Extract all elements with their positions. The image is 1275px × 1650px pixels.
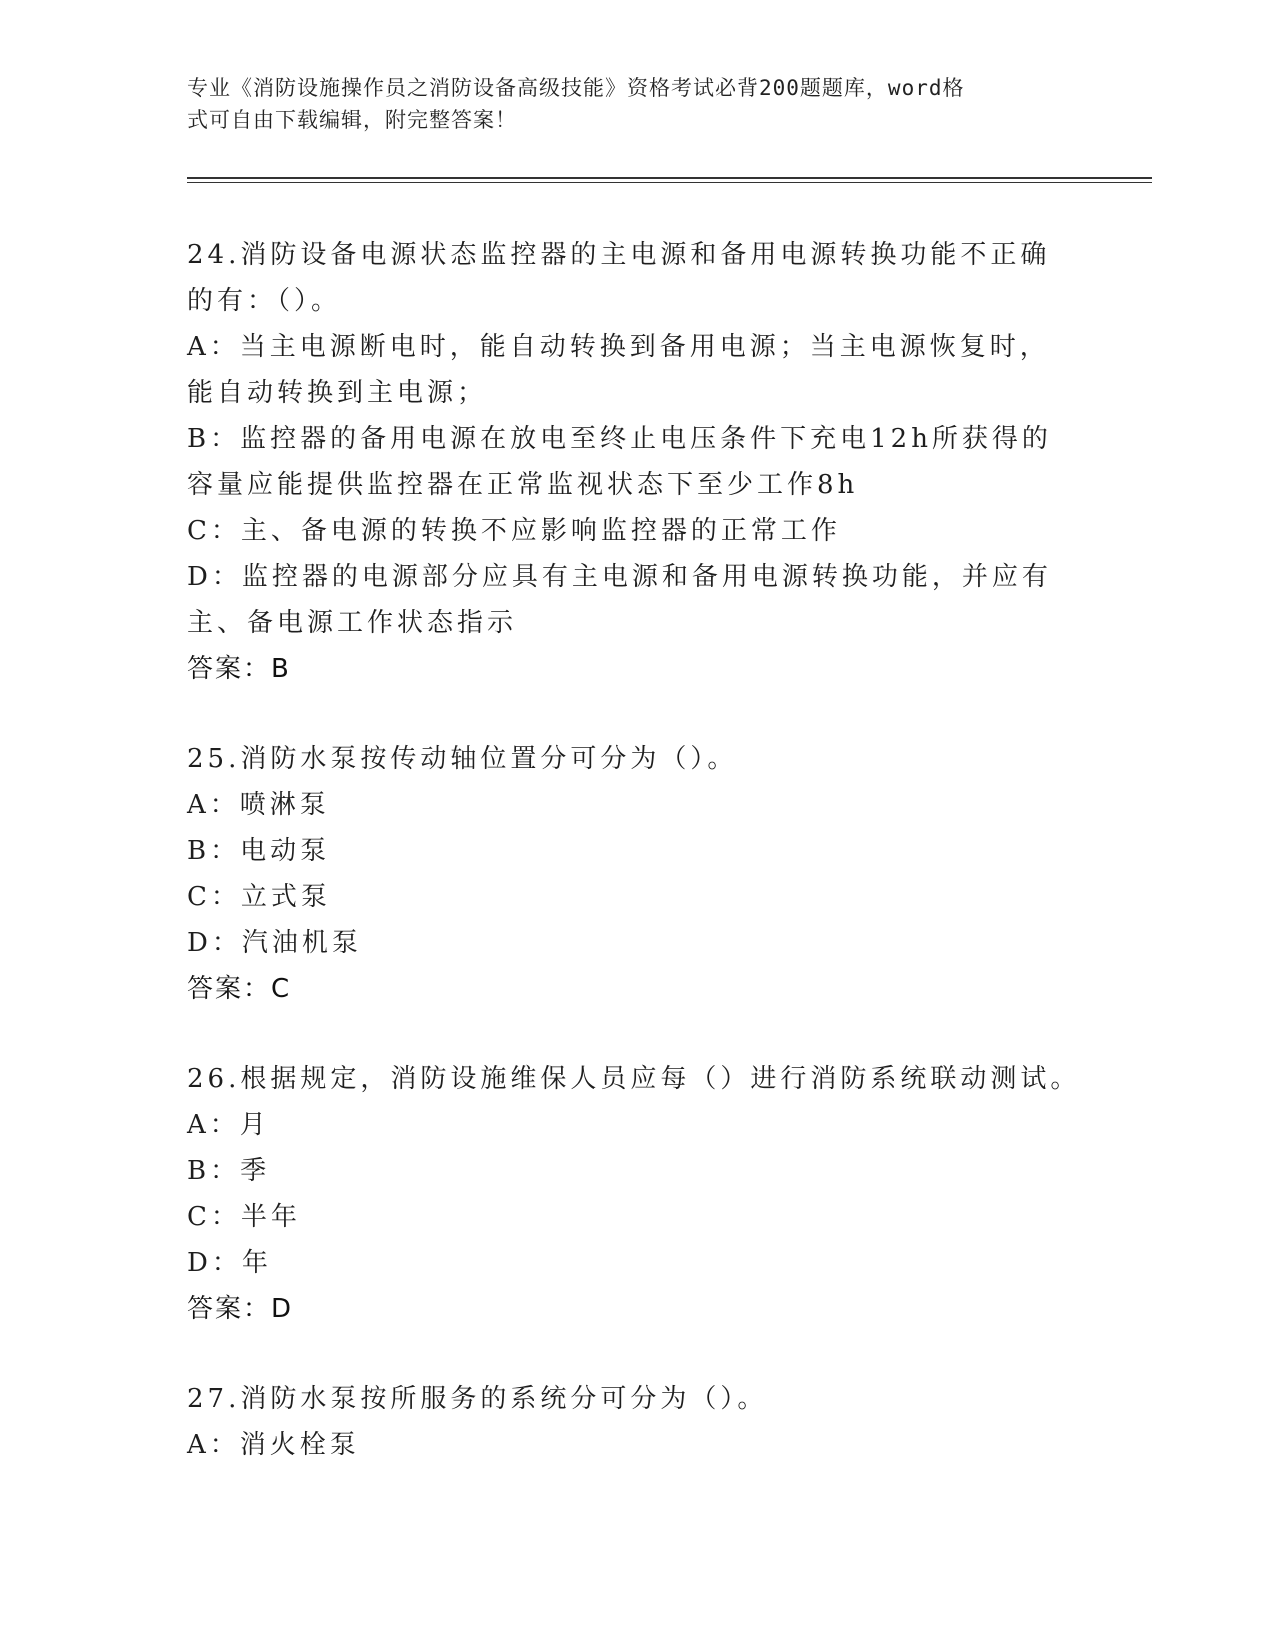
question-stem: 24.消防设备电源状态监控器的主电源和备用电源转换功能不正确的有：（）。: [187, 240, 1051, 316]
option-b: B：电动泵: [187, 836, 331, 866]
question-25: [187, 736, 1087, 1012]
option-a: A：当主电源断电时，能自动转换到备用电源；当主电源恢复时，能自动转换到主电源；: [187, 332, 1050, 408]
option-c: C：主、备电源的转换不应影响监控器的正常工作: [187, 516, 841, 546]
option-a: A：消火栓泵: [187, 1430, 360, 1460]
option-c: C：立式泵: [187, 882, 331, 912]
option-d: D：监控器的电源部分应具有主电源和备用电源转换功能，并应有主、备电源工作状态指示: [187, 562, 1052, 638]
question-stem: 27.消防水泵按所服务的系统分可分为（）。: [187, 1384, 768, 1414]
option-d: D：年: [187, 1248, 272, 1278]
question-stem: 25.消防水泵按传动轴位置分可分为（）。: [187, 744, 738, 774]
question-stem: 26.根据规定，消防设施维保人员应每（）进行消防系统联动测试。: [187, 1064, 1081, 1094]
question-27: [187, 1376, 1087, 1468]
answer-label: 答案：C: [187, 974, 292, 1004]
question-26: [187, 1056, 1087, 1332]
header-divider-thick: [187, 177, 1152, 179]
option-a: A：喷淋泵: [187, 790, 330, 820]
option-d: D：汽油机泵: [187, 928, 362, 958]
header-divider-thin: [187, 182, 1152, 183]
answer-label: 答案：D: [187, 1294, 294, 1324]
header-line-1: 专业《消防设施操作员之消防设备高级技能》资格考试必背200题题库，word格: [187, 76, 965, 100]
document-header: [187, 72, 1067, 136]
answer-label: 答案：B: [187, 654, 291, 684]
option-a: A：月: [187, 1110, 270, 1140]
question-24: [187, 232, 1087, 692]
question-list: [187, 232, 1087, 1512]
header-line-2: 式可自由下载编辑，附完整答案！: [187, 108, 517, 132]
option-c: C：半年: [187, 1202, 301, 1232]
option-b: B：监控器的备用电源在放电至终止电压条件下充电12h所获得的容量应能提供监控器在正常监视状态下至少工作8h: [187, 424, 1052, 500]
option-b: B：季: [187, 1156, 271, 1186]
